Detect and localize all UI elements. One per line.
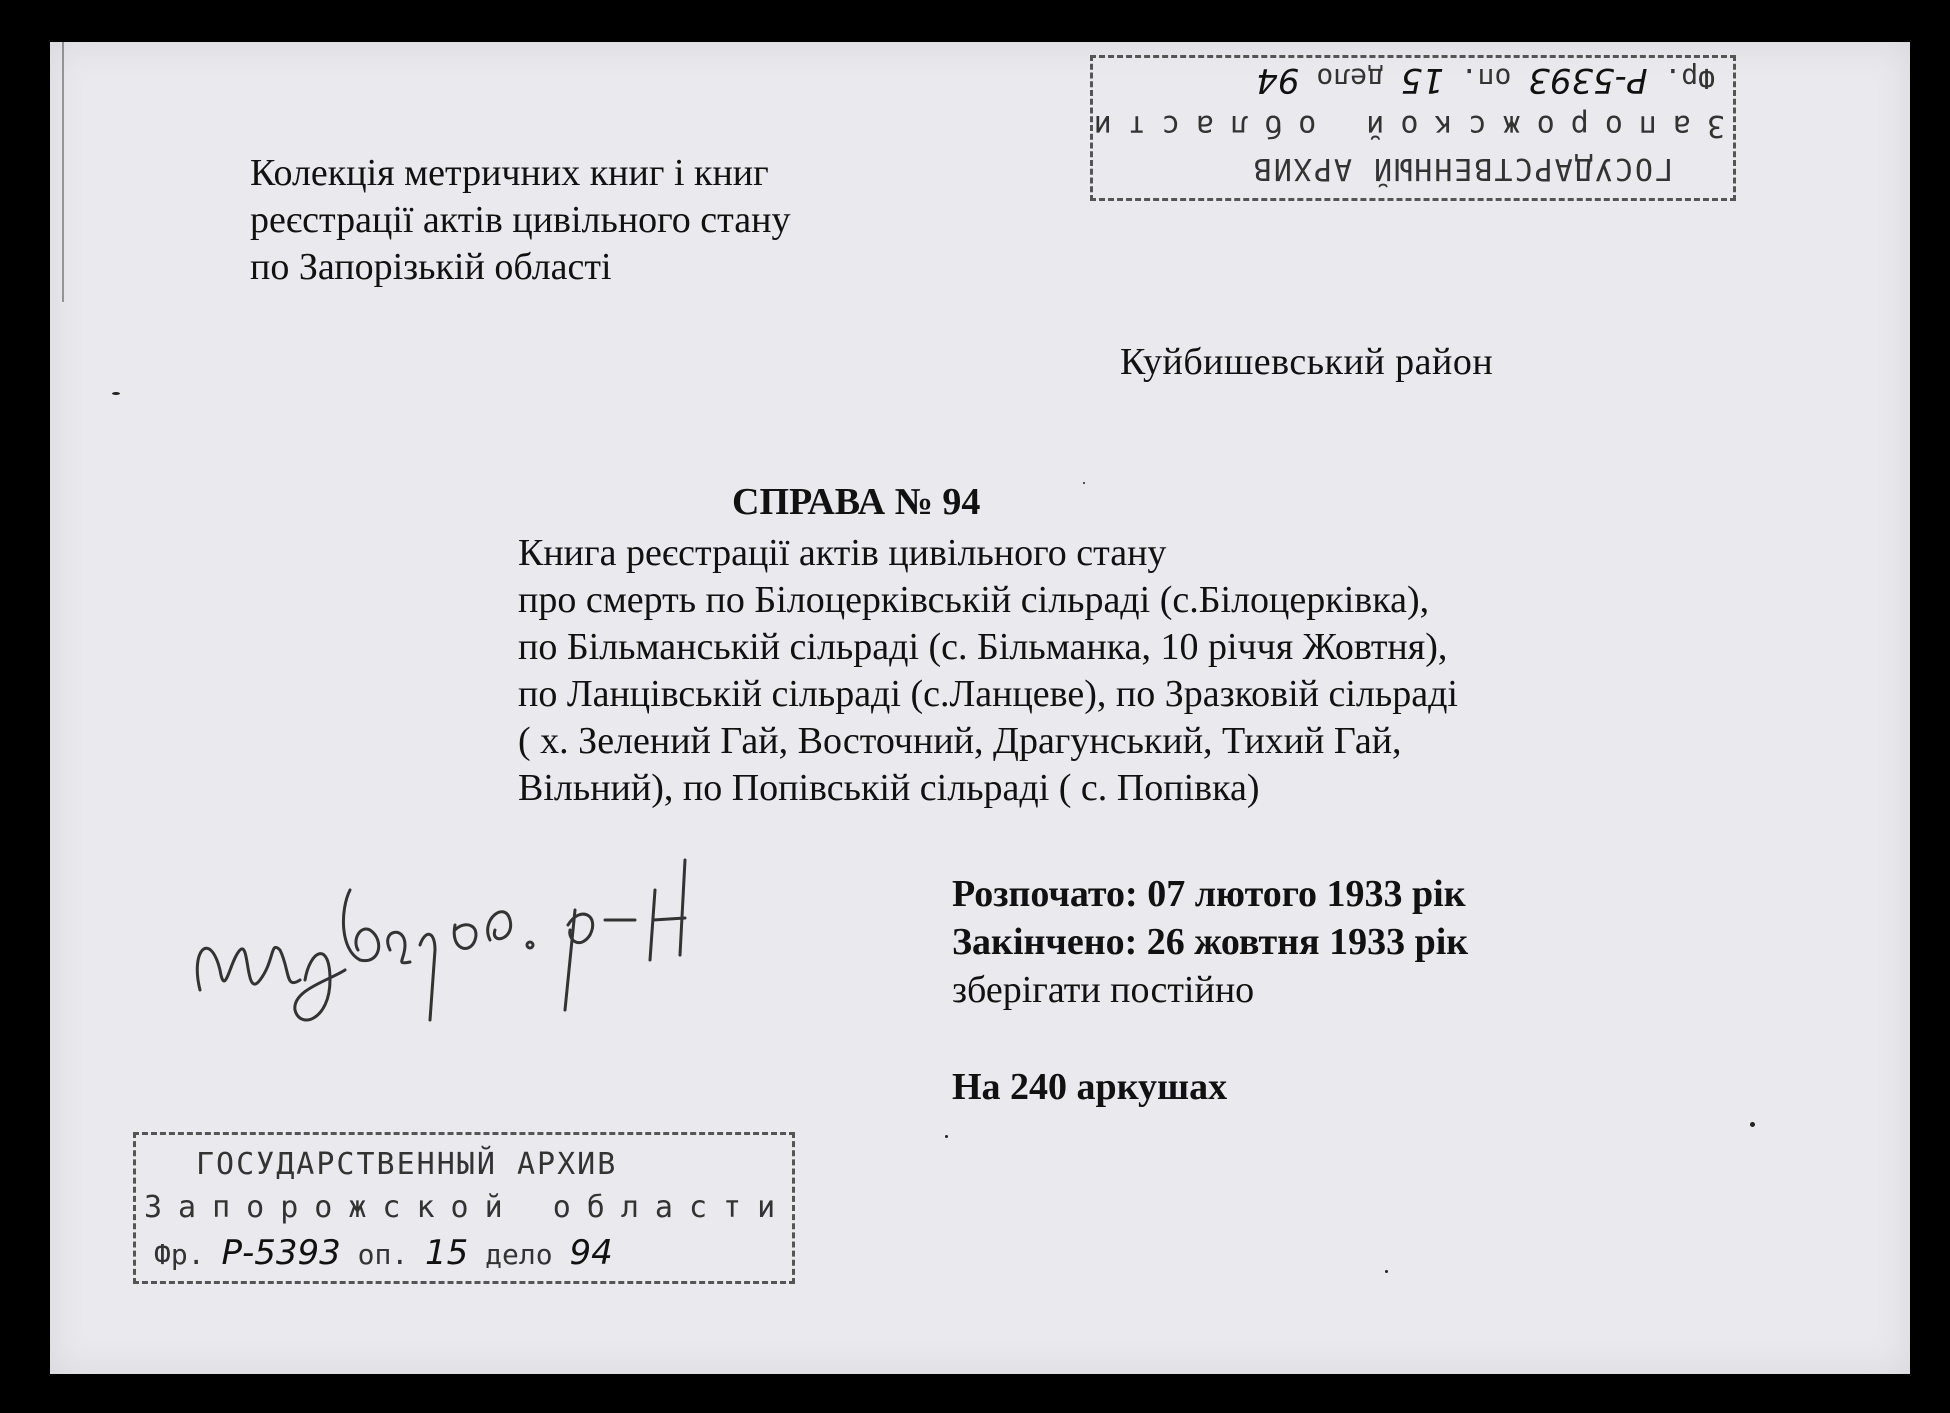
stamp-opis-label: оп. <box>357 1238 409 1271</box>
district-label: Куйбишевський район <box>1120 341 1494 383</box>
case-description-line: про смерть по Білоцерківській сільраді (с.Білоцерківка), <box>518 579 1430 621</box>
stamp-opis-label: оп. <box>1460 62 1512 95</box>
stamp-region: Запорожской области <box>1077 108 1725 143</box>
stamp-opis-value: 15 <box>1400 60 1444 100</box>
stamp-title: ГОСУДАРСТВЕННЫЙ АРХИВ <box>196 1147 618 1182</box>
stamp-fond-value: Р-5393 <box>1528 60 1648 100</box>
stamp-fond-value: Р-5393 <box>221 1233 341 1273</box>
stamp-opis-value: 15 <box>425 1233 469 1273</box>
dates-block <box>952 870 1468 1014</box>
collection-line-1: Колекція метричних книг і книг <box>250 152 769 194</box>
stamp-delo-value: 94 <box>1256 60 1300 100</box>
stamp-title: ГОСУДАРСТВЕННЫЙ АРХИВ <box>1251 151 1673 186</box>
archive-stamp-bottom <box>133 1132 795 1284</box>
case-description-line: Книга реєстрації актів цивільного стану <box>518 532 1167 574</box>
collection-line-3: по Запорізькій області <box>250 246 612 288</box>
handwritten-note <box>180 830 780 1060</box>
case-description <box>518 530 1458 812</box>
archive-stamp-top <box>1077 55 1736 201</box>
stamp-region: Запорожской области <box>144 1190 792 1225</box>
collection-line-2: реєстрації актів цивільного стану <box>250 199 791 241</box>
collection-header <box>250 150 790 291</box>
stamp-fond-label: Фр. <box>154 1238 205 1271</box>
case-title: СПРАВА № 94 <box>732 481 981 523</box>
case-description-line: Вільний), по Попівській сільраді ( с. Попівка) <box>518 767 1260 809</box>
case-description-line: по Ланцівській сільраді (с.Ланцеве), по Зразковій сільраді <box>518 673 1458 715</box>
date-finished: Закінчено: 26 жовтня 1933 рік <box>952 921 1469 963</box>
stamp-reference <box>1256 60 1715 100</box>
stamp-delo-label: дело <box>1316 62 1384 95</box>
scan-edge-line <box>62 42 64 302</box>
sheets-count: На 240 аркушах <box>952 1066 1228 1108</box>
date-started: Розпочато: 07 лютого 1933 рік <box>952 873 1466 915</box>
stamp-reference <box>154 1233 613 1273</box>
case-description-line: по Більманській сільраді (с. Більманка, 10 річчя Жовтня), <box>518 626 1448 668</box>
stamp-delo-label: дело <box>485 1238 553 1271</box>
stamp-fond-label: Фр. <box>1664 62 1715 95</box>
case-description-line: ( х. Зелений Гай, Восточний, Драгунський, Тихий Гай, <box>518 720 1402 762</box>
stamp-delo-value: 94 <box>569 1233 613 1273</box>
retention-note: зберігати постійно <box>952 969 1255 1011</box>
